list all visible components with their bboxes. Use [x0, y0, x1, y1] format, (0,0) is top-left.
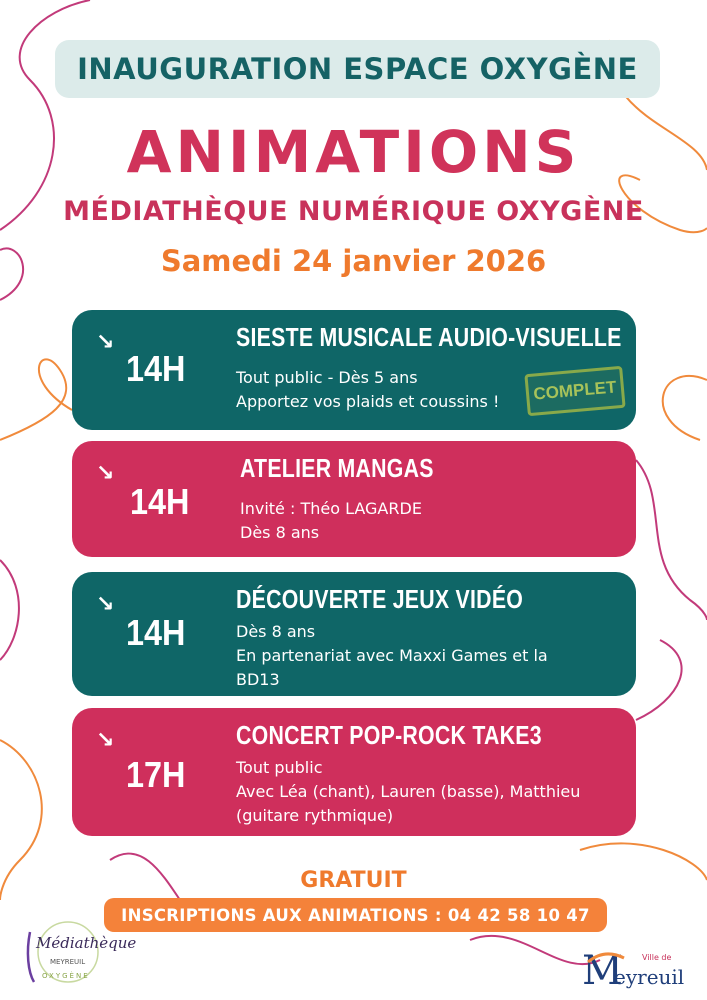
logo-initial: M [582, 948, 623, 994]
arrow-icon: ↘ [96, 592, 115, 617]
event-time: 17H [126, 754, 186, 795]
banner-text: INAUGURATION ESPACE OXYGÈNE [77, 52, 638, 86]
ville-meyreuil-logo [580, 938, 700, 994]
arrow-icon: ↘ [96, 728, 115, 753]
event-title: SIESTE MUSICALE AUDIO-VISUELLE [236, 322, 622, 352]
inauguration-banner [55, 40, 660, 98]
event-line: (guitare rythmique) [236, 806, 394, 825]
event-card-mangas [72, 441, 636, 557]
logo-town: MEYREUIL [50, 958, 86, 966]
event-time: 14H [126, 612, 186, 653]
event-line: Tout public [236, 758, 323, 777]
event-line: Avec Léa (chant), Lauren (basse), Matthieu [236, 782, 581, 801]
event-title: DÉCOUVERTE JEUX VIDÉO [236, 584, 524, 614]
logo-sub: OXYGÈNE [42, 972, 90, 980]
inscriptions-text: INSCRIPTIONS AUX ANIMATIONS : 04 42 58 10 47 [121, 905, 590, 925]
inscriptions-banner [104, 898, 607, 932]
arrow-icon: ↘ [96, 461, 115, 486]
event-time: 14H [126, 348, 186, 389]
event-card-concert [72, 708, 636, 836]
mediatheque-logo [16, 912, 137, 992]
event-line: Apportez vos plaids et coussins ! [236, 392, 500, 411]
event-line: Invité : Théo LAGARDE [240, 499, 422, 518]
event-line: BD13 [236, 670, 280, 689]
page-title: ANIMATIONS [126, 118, 581, 186]
logo-script: Médiathèque [36, 934, 137, 952]
event-date: Samedi 24 janvier 2026 [160, 244, 547, 278]
arrow-icon: ↘ [96, 330, 115, 355]
event-title: ATELIER MANGAS [240, 453, 434, 483]
event-title: CONCERT POP-ROCK TAKE3 [236, 720, 542, 750]
event-line: Dès 8 ans [236, 622, 316, 641]
event-card-jeux-video [72, 572, 636, 696]
event-line: En partenariat avec Maxxi Games et la [236, 646, 548, 665]
gratuit-label: GRATUIT [300, 868, 407, 893]
complet-stamp: COMPLET [524, 366, 625, 416]
event-line: Tout public - Dès 5 ans [236, 368, 418, 387]
event-card-sieste [72, 310, 636, 430]
logo-name: eyreuil [614, 965, 685, 989]
event-line: Dès 8 ans [240, 523, 320, 542]
event-time: 14H [130, 481, 190, 522]
page-subtitle: MÉDIATHÈQUE NUMÉRIQUE OXYGÈNE [63, 196, 644, 227]
logo-prefix: Ville de [642, 953, 672, 962]
